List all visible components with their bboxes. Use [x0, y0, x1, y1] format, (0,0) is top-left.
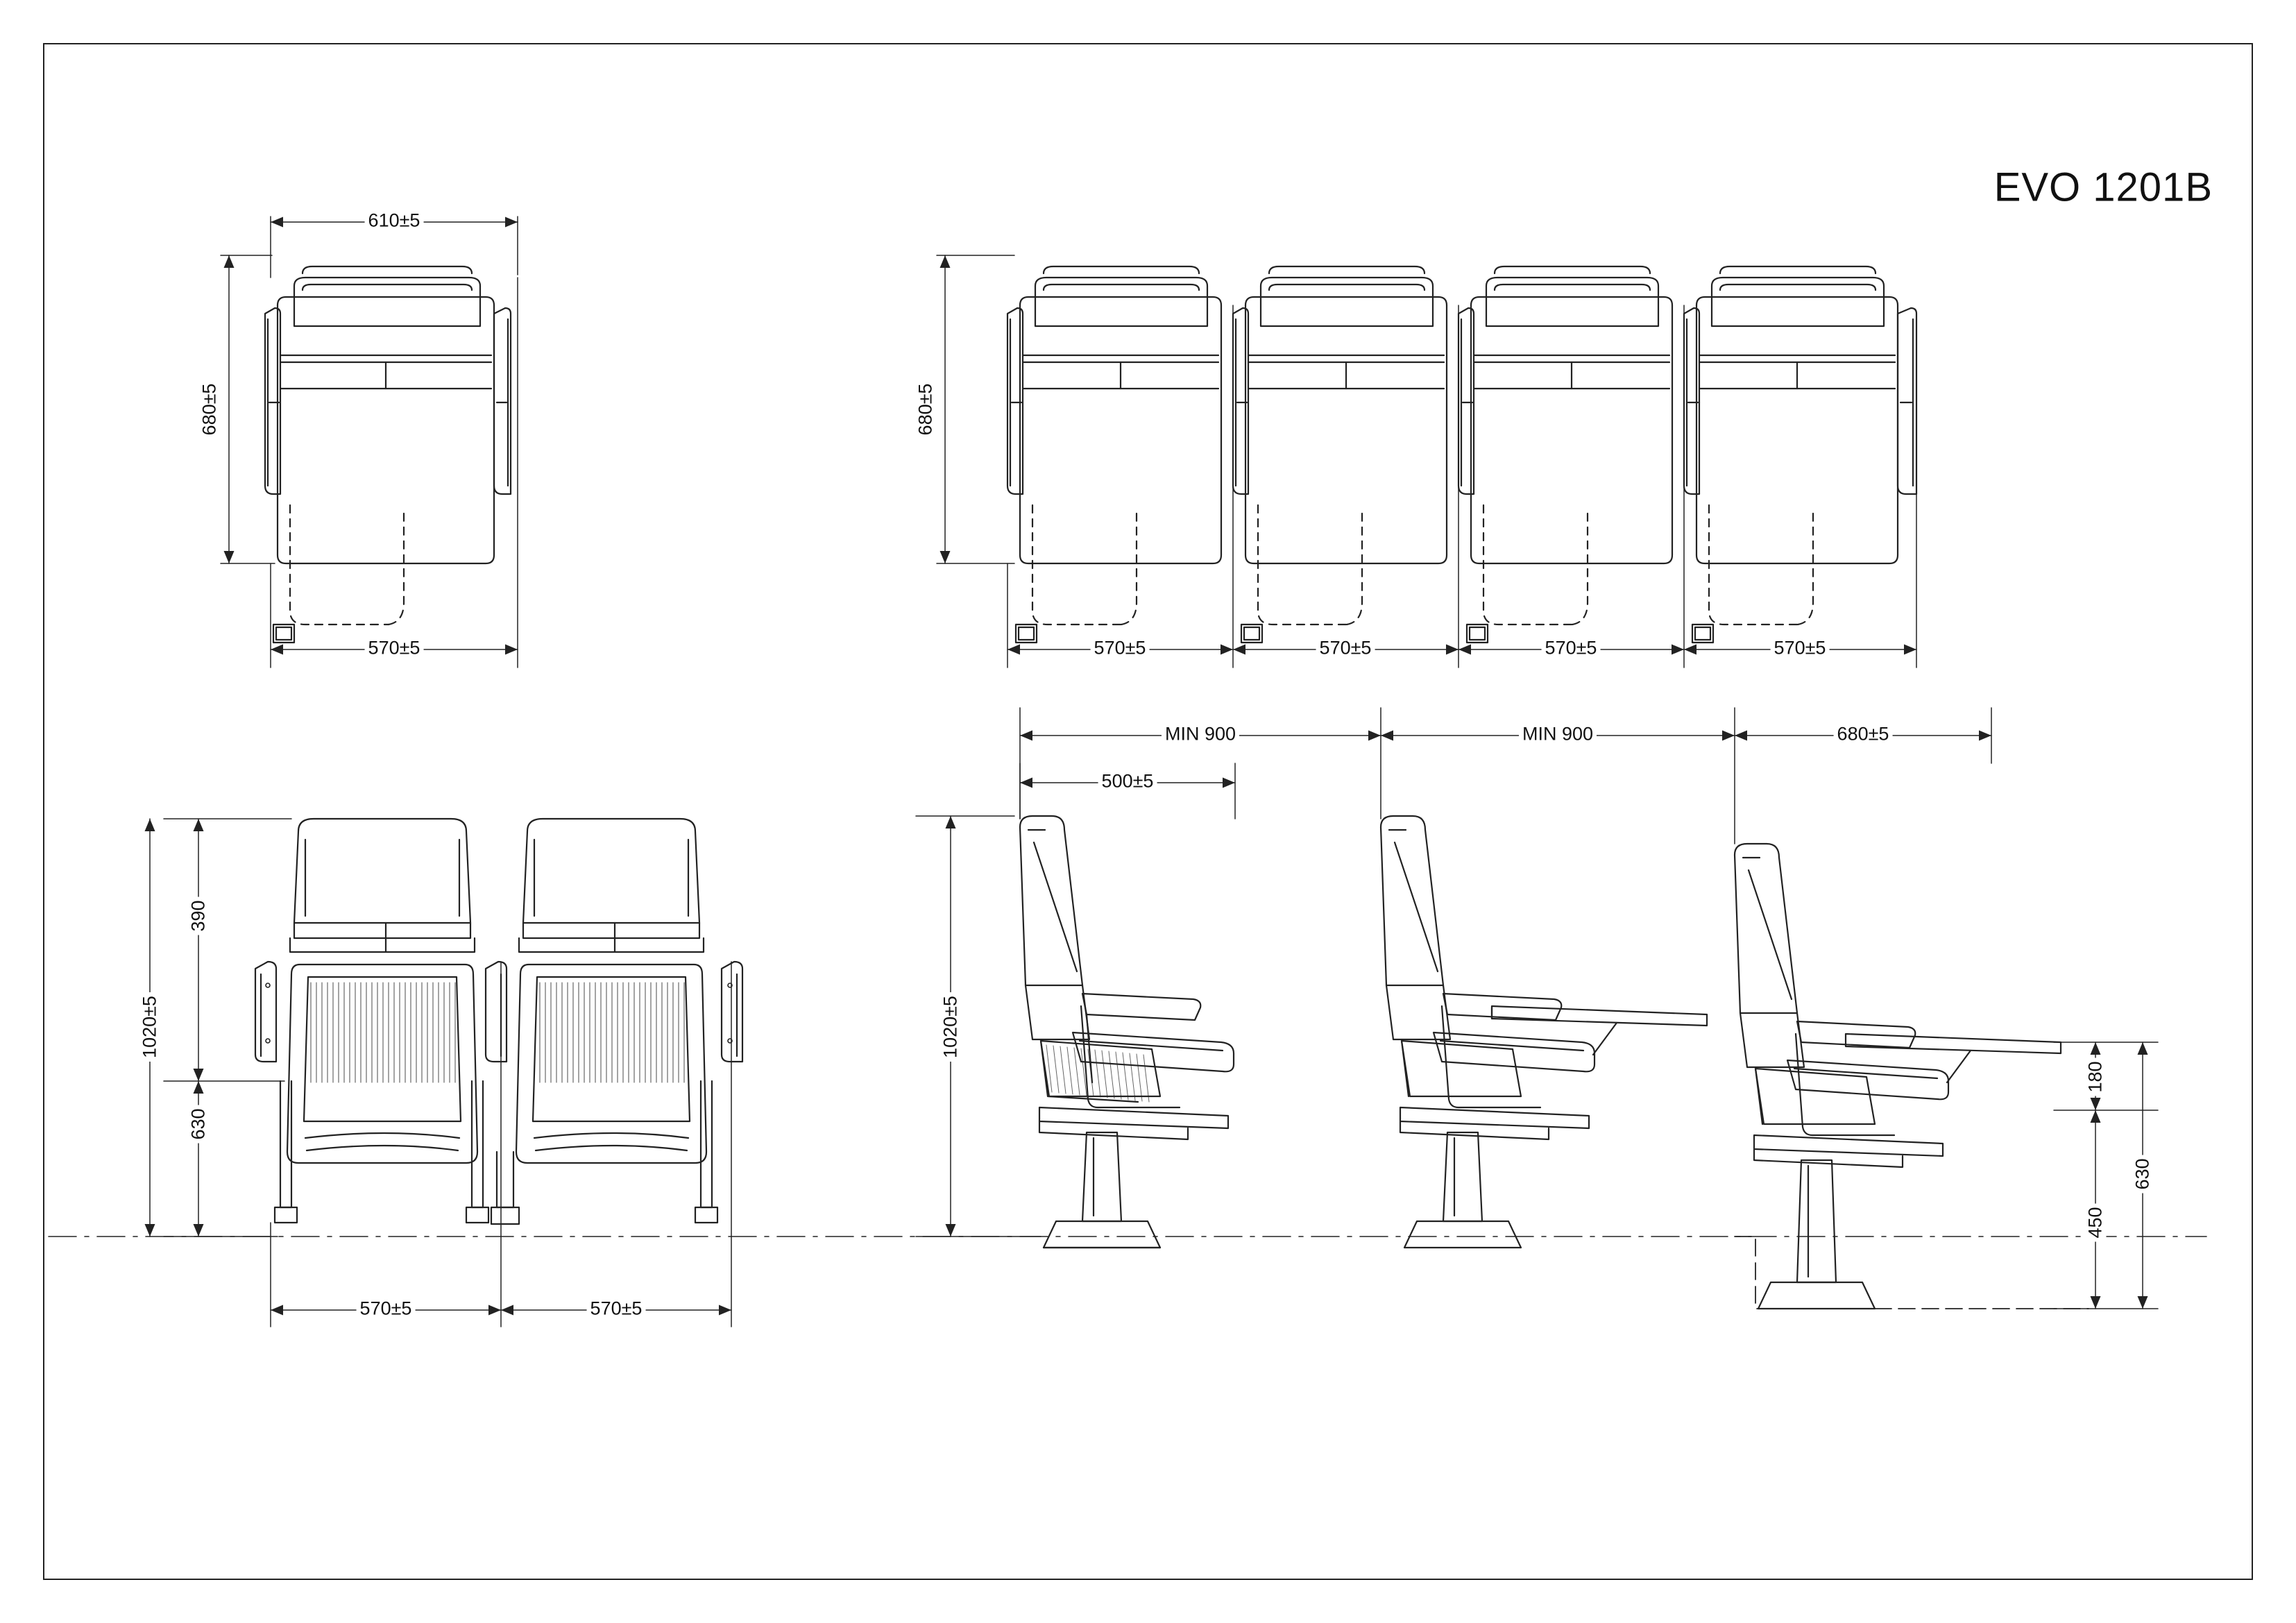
dim-front-width-1: 570±5: [357, 1298, 416, 1320]
dim-front-back-height: 390: [188, 897, 210, 935]
dim-top-single-width: 610±5: [365, 210, 424, 232]
dim-top-single-base: 570±5: [365, 638, 424, 659]
dim-top-row-depth: 680±5: [915, 380, 937, 439]
page-title: EVO 1201B: [1993, 164, 2213, 210]
dim-side-total-height: 1020±5: [940, 992, 962, 1062]
dim-floor-to-seat: 450: [2085, 1203, 2107, 1241]
dim-row-pitch-1: 570±5: [1091, 638, 1150, 659]
front-view-two-seats: [255, 819, 742, 1224]
side-view-seat-a: [1020, 816, 1234, 1248]
dim-clear-width: 500±5: [1098, 771, 1157, 792]
side-view-seat-b: [1381, 816, 1707, 1248]
dim-front-total-height: 1020±5: [139, 992, 161, 1062]
dim-top-single-depth: 680±5: [199, 380, 221, 439]
dim-side-depth: 680±5: [1834, 724, 1893, 745]
dim-front-width-2: 570±5: [587, 1298, 646, 1320]
dim-side-seat-height: 630: [2132, 1155, 2154, 1193]
dim-tablet-height: 180: [2085, 1057, 2107, 1096]
dim-row-pitch-4: 570±5: [1771, 638, 1830, 659]
top-view-seat-row: [1007, 266, 1916, 643]
dim-row-pitch-2: 570±5: [1316, 638, 1375, 659]
dim-front-seat-height: 630: [188, 1105, 210, 1143]
dim-row-spacing-1: MIN 900: [1162, 724, 1239, 745]
dim-row-pitch-3: 570±5: [1542, 638, 1601, 659]
dim-row-spacing-2: MIN 900: [1519, 724, 1597, 745]
top-view-single-seat: [265, 266, 511, 643]
side-view-seat-c: [1735, 844, 2061, 1309]
